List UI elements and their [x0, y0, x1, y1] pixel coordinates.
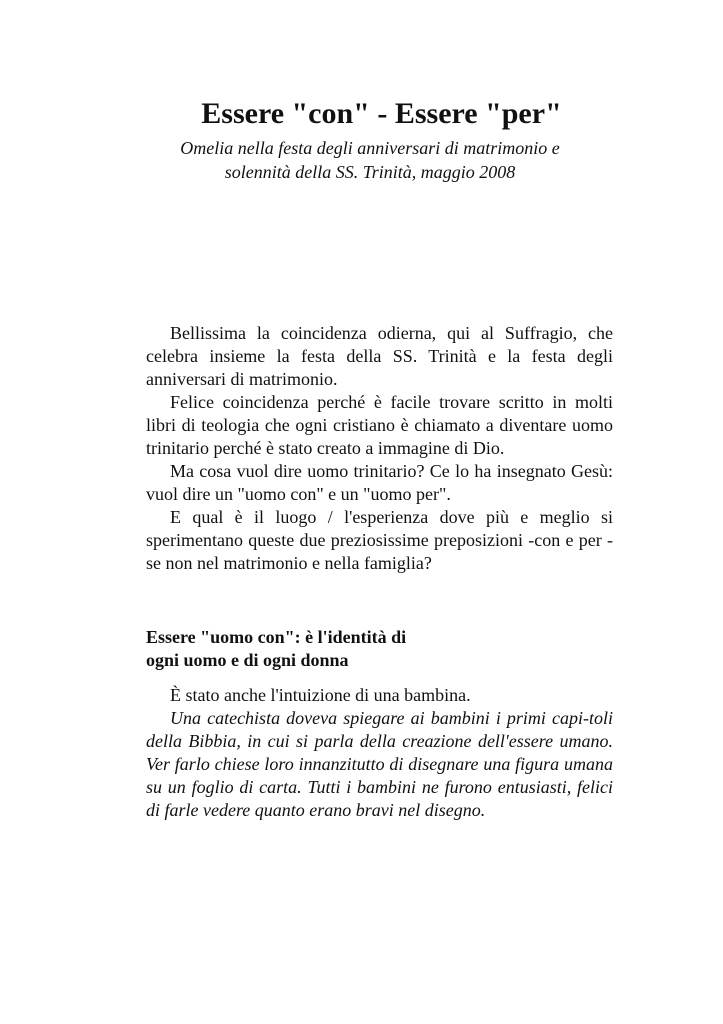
section-text — [146, 684, 613, 822]
subtitle-line: Omelia nella festa degli anniversari di matrimonio e — [180, 138, 560, 158]
section-heading-line: Essere "uomo con": è l'identità di — [146, 627, 407, 647]
intro-text — [146, 322, 613, 575]
document-title: Essere "con" - Essere "per" — [201, 97, 562, 130]
section-heading-line: ogni uomo e di ogni donna — [146, 650, 349, 670]
paragraph: È stato anche l'intuizione di una bambina. — [170, 685, 471, 705]
paragraph: Bellissima la coincidenza odierna, qui al Suffragio, che celebra insieme la festa della SS. Trinità e la festa degli anniversari di matrimonio. — [146, 323, 613, 389]
paragraph: Una catechista doveva spiegare ai bambini i primi capi-toli della Bibbia, in cui si parla della creazione dell'essere umano. Ver farlo chiese loro innanzitutto di disegnare una figura umana su un foglio di carta. Tutti i bambini ne furono entusiasti, felici di farle vedere quanto erano bravi nel disegno. — [146, 708, 613, 820]
paragraph: Ma cosa vuol dire uomo trinitario? Ce lo ha insegnato Gesù: vuol dire un "uomo con" e un "uomo per". — [146, 461, 613, 504]
paragraph: Felice coincidenza perché è facile trovare scritto in molti libri di teologia che ogni cristiano è chiamato a diventare uomo trinitario perché è stato creato a immagine di Dio. — [146, 392, 613, 458]
paragraph: E qual è il luogo / l'esperienza dove più e meglio si sperimentano queste due preziosissime preposizioni -con e per - se non nel matrimonio e nella famiglia? — [146, 507, 613, 573]
document-subtitle — [150, 136, 590, 184]
section-heading — [146, 626, 613, 672]
subtitle-line: solennità della SS. Trinità, maggio 2008 — [224, 162, 516, 182]
